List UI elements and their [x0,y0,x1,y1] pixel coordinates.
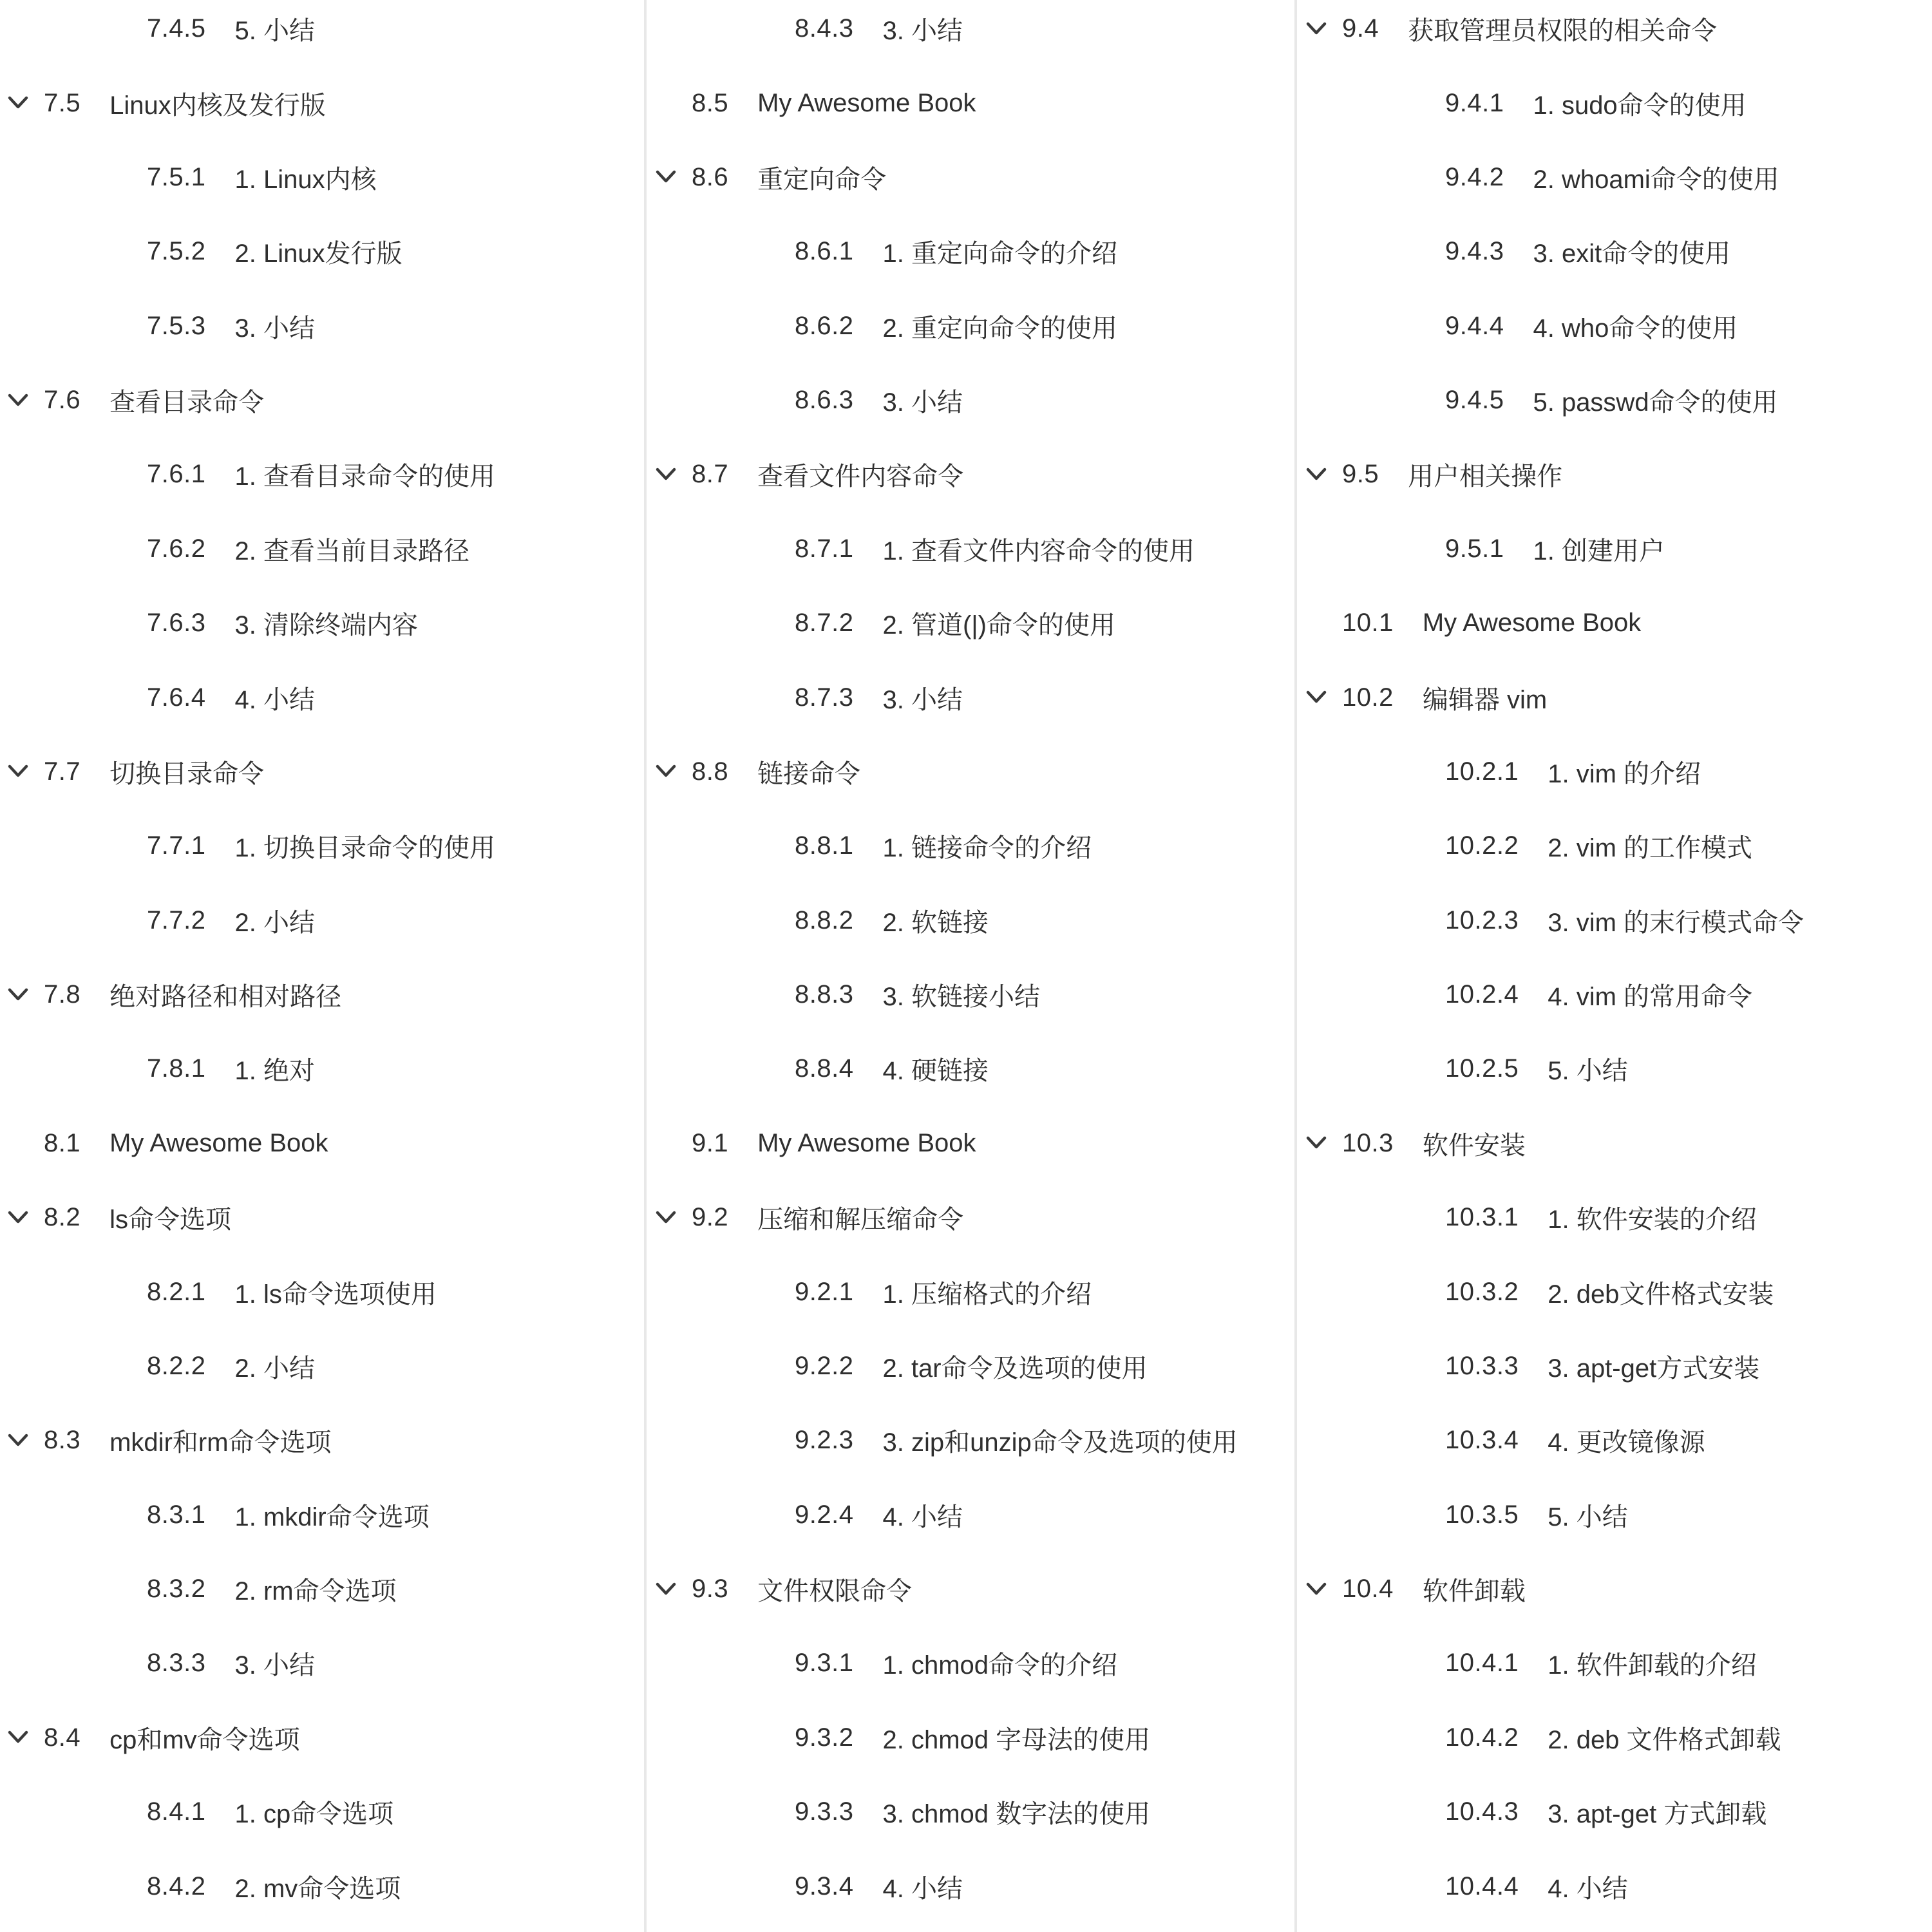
toc-item-number: 10.3.5 [1445,1500,1519,1529]
toc-item[interactable] [1298,735,1932,809]
toc-item[interactable] [0,958,641,1032]
toc-item[interactable] [648,884,1292,958]
toc-item-title: 3. chmod 数字法的使用 [882,1800,1151,1829]
toc-item-title: 2. 重定向命令的使用 [882,314,1117,343]
chevron-down-icon[interactable] [655,763,677,780]
toc-item-number: 8.1 [44,1128,81,1157]
toc-item-number: 7.6.1 [147,460,206,489]
toc-item-title: 重定向命令 [757,165,887,194]
toc-item-number: 8.4.2 [147,1871,206,1900]
toc-item[interactable] [1298,1032,1932,1106]
toc-item[interactable] [648,437,1292,511]
toc-item[interactable] [0,1775,641,1849]
chevron-down-icon[interactable] [655,1581,677,1598]
toc-item[interactable] [0,66,641,140]
toc-item-number: 9.5 [1342,460,1379,489]
toc-item[interactable] [0,1255,641,1329]
toc-item-number: 8.8.4 [795,1054,854,1083]
toc-item-number: 7.5 [44,88,81,117]
toc-item-title: 3. 小结 [882,17,963,46]
toc-item[interactable] [648,809,1292,883]
toc-item[interactable] [1298,586,1932,660]
toc-item[interactable] [1298,363,1932,437]
toc-item-number: 8.8.2 [795,905,854,934]
toc-item-number: 10.4.1 [1445,1649,1519,1678]
toc-item-number: 10.3 [1342,1128,1394,1157]
toc-item[interactable] [1298,140,1932,214]
toc-item[interactable] [1298,1255,1932,1329]
toc-item-title: 1. 查看文件内容命令的使用 [882,536,1195,565]
column-divider [644,0,647,1932]
toc-item-number: 9.3.3 [795,1797,854,1826]
toc-item[interactable] [648,363,1292,437]
toc-item-title: 2. 小结 [234,1354,315,1383]
toc-item-title: 查看文件内容命令 [757,462,964,491]
toc-item[interactable] [648,214,1292,289]
toc-item-number: 10.3.4 [1445,1426,1519,1455]
chevron-down-icon[interactable] [1305,1581,1327,1598]
toc-item[interactable] [1298,1478,1932,1552]
toc-item[interactable] [1298,1552,1932,1626]
toc-item-number: 9.2.4 [795,1500,854,1529]
toc-item[interactable] [0,1849,641,1923]
toc-item-title: 2. 软链接 [882,908,989,937]
toc-item-number: 8.4.1 [147,1797,206,1826]
toc-item[interactable] [648,1552,1292,1626]
toc-item[interactable] [0,1701,641,1775]
toc-item[interactable] [1298,0,1932,66]
toc-item-title: 3. vim 的末行模式命令 [1548,908,1804,937]
toc-item-title: 4. 小结 [1548,1874,1628,1903]
toc-item-title: 1. 软件卸载的介绍 [1548,1651,1757,1680]
toc-item-number: 8.5 [692,88,729,117]
toc-item-number: 8.7.3 [795,683,854,712]
toc-item-title: My Awesome Book [757,88,976,117]
toc-item[interactable] [1298,884,1932,958]
toc-item-title: 获取管理员权限的相关命令 [1408,17,1718,46]
toc-item-title: 1. 创建用户 [1533,536,1665,565]
toc-item[interactable] [0,809,641,883]
toc-item[interactable] [648,660,1292,734]
toc-item-number: 7.6.2 [147,534,206,563]
toc-item[interactable] [0,1403,641,1477]
toc-item[interactable] [648,1403,1292,1477]
chevron-down-icon[interactable] [7,95,29,111]
chevron-down-icon[interactable] [7,763,29,780]
toc-item-title: 4. 小结 [234,685,315,714]
toc-item[interactable] [1298,1701,1932,1775]
toc-item-title: 1. Linux内核 [234,165,377,194]
toc-item[interactable] [648,1255,1292,1329]
toc-item-title: Linux内核及发行版 [109,91,326,120]
toc-item-title: 1. 绝对 [234,1057,315,1086]
toc-item-title: 切换目录命令 [109,759,265,788]
toc-item-title: 4. 小结 [882,1502,963,1531]
toc-item-title: 2. deb文件格式安装 [1548,1280,1774,1309]
toc-item-title: 1. 查看目录命令的使用 [234,462,495,491]
toc-item[interactable] [1298,66,1932,140]
toc-item-number: 8.4.3 [795,14,854,43]
toc-item[interactable] [0,437,641,511]
chevron-down-icon[interactable] [1305,1135,1327,1151]
toc-item[interactable] [0,140,641,214]
toc-item-title: 2. 管道(|)命令的使用 [882,611,1115,640]
toc-item-title: 压缩和解压缩命令 [757,1206,964,1235]
toc-item-number: 10.1 [1342,609,1394,638]
toc-item-number: 7.7.2 [147,905,206,934]
toc-item[interactable] [648,0,1292,66]
toc-item[interactable] [0,1180,641,1255]
toc-item-number: 8.3.2 [147,1575,206,1604]
chevron-down-icon[interactable] [7,1729,29,1746]
toc-item-number: 8.3 [44,1426,81,1455]
toc-item-number: 10.4.4 [1445,1871,1519,1900]
toc-item[interactable] [1298,512,1932,586]
toc-item[interactable] [648,1626,1292,1700]
toc-item[interactable] [1298,1180,1932,1255]
toc-item-title: 软件卸载 [1422,1577,1526,1606]
toc-item-number: 7.5.3 [147,311,206,340]
toc-item-number: 9.4 [1342,14,1379,43]
toc-item[interactable] [1298,660,1932,734]
toc-item-title: 查看目录命令 [109,388,265,417]
toc-item-number: 10.4.2 [1445,1723,1519,1752]
toc-item-title: 链接命令 [757,759,861,788]
toc-item[interactable] [0,1032,641,1106]
toc-column [0,0,641,1932]
toc-item-number: 8.6.3 [795,386,854,415]
toc-item-number: 10.2.5 [1445,1054,1519,1083]
toc-item-number: 8.7.2 [795,609,854,638]
chevron-down-icon[interactable] [655,1209,677,1226]
toc-item-title: 4. 硬链接 [882,1057,989,1086]
toc-item-number: 9.3.4 [795,1871,854,1900]
toc-item[interactable] [0,1626,641,1700]
toc-item-number: 8.7 [692,460,729,489]
toc-item-number: 8.4 [44,1723,81,1752]
chevron-down-icon[interactable] [1305,21,1327,37]
toc-item[interactable] [0,0,641,66]
toc-item-title: ls命令选项 [109,1206,231,1235]
toc-item-title: 2. Linux发行版 [234,240,402,269]
toc-item-title: 2. rm命令选项 [234,1577,397,1606]
toc-item[interactable] [648,958,1292,1032]
toc-item-number: 9.4.1 [1445,88,1504,117]
toc-item-title: 3. exit命令的使用 [1533,240,1731,269]
chevron-down-icon[interactable] [7,987,29,1003]
toc-item-title: 1. 压缩格式的介绍 [882,1280,1092,1309]
toc-item-number: 10.2.3 [1445,905,1519,934]
toc-item-title: 1. 重定向命令的介绍 [882,240,1117,269]
toc-item[interactable] [648,1701,1292,1775]
toc-item-number: 9.5.1 [1445,534,1504,563]
toc-item-title: 4. who命令的使用 [1533,314,1738,343]
toc-item[interactable] [648,1329,1292,1403]
toc-item-title: 5. 小结 [1548,1502,1628,1531]
chevron-down-icon[interactable] [655,169,677,185]
toc-item-number: 10.2.2 [1445,831,1519,860]
toc-item-title: 3. apt-get方式安装 [1548,1354,1760,1383]
toc-item-number: 7.7 [44,757,81,786]
toc-item-title: 3. apt-get 方式卸载 [1548,1800,1767,1829]
toc-item[interactable] [1298,289,1932,363]
toc-item-title: 2. 小结 [234,908,315,937]
toc-item-title: 1. chmod命令的介绍 [882,1651,1117,1680]
toc-item-number: 9.3.1 [795,1649,854,1678]
toc-item-number: 10.3.1 [1445,1203,1519,1232]
toc-item-number: 8.8.1 [795,831,854,860]
toc-item-title: 软件安装 [1422,1131,1526,1160]
toc-item[interactable] [1298,1329,1932,1403]
chevron-down-icon[interactable] [7,392,29,409]
toc-item[interactable] [648,586,1292,660]
toc-item-number: 10.3.3 [1445,1351,1519,1380]
toc-item-title: 1. sudo命令的使用 [1533,91,1747,120]
toc-item-title: 绝对路径和相对路径 [109,983,342,1012]
toc-item-title: 1. 链接命令的介绍 [882,834,1092,863]
toc-item[interactable] [0,586,641,660]
toc-item-number: 9.4.4 [1445,311,1504,340]
toc-item[interactable] [648,1106,1292,1180]
toc-item-title: 用户相关操作 [1408,462,1563,491]
toc-item-number: 7.5.2 [147,237,206,266]
toc-item-title: 5. 小结 [234,17,315,46]
toc-item-number: 10.2 [1342,683,1394,712]
toc-item[interactable] [1298,1106,1932,1180]
chevron-down-icon[interactable] [1305,466,1327,483]
toc-item-number: 9.2.1 [795,1277,854,1306]
toc-item-title: 1. cp命令选项 [234,1800,394,1829]
toc-item-title: 5. passwd命令的使用 [1533,388,1778,417]
toc-item-number: 10.4 [1342,1575,1394,1604]
toc-item-title: mkdir和rm命令选项 [109,1428,332,1457]
toc-item-number: 8.3.3 [147,1649,206,1678]
toc-item-title: 文件权限命令 [757,1577,913,1606]
toc-item-title: 1. 切换目录命令的使用 [234,834,495,863]
toc-item[interactable] [1298,214,1932,289]
toc-item-title: 2. deb 文件格式卸载 [1548,1725,1781,1754]
toc-item-number: 7.6.3 [147,609,206,638]
toc-item-number: 9.4.3 [1445,237,1504,266]
toc-item-number: 7.8 [44,980,81,1009]
toc-item[interactable] [0,289,641,363]
toc-item-number: 7.8.1 [147,1054,206,1083]
toc-item-number: 8.6.2 [795,311,854,340]
toc-item[interactable] [648,1180,1292,1255]
toc-item-title: 3. 小结 [882,685,963,714]
toc-item[interactable] [0,660,641,734]
toc-item-number: 9.3.2 [795,1723,854,1752]
toc-item[interactable] [0,363,641,437]
toc-item[interactable] [1298,1849,1932,1923]
toc-item-number: 8.7.1 [795,534,854,563]
toc-item[interactable] [648,1849,1292,1923]
toc-item[interactable] [0,884,641,958]
toc-item-title: My Awesome Book [109,1128,328,1157]
toc-item-title: cp和mv命令选项 [109,1725,300,1754]
toc-item-title: My Awesome Book [1422,609,1642,638]
toc-item-number: 8.3.1 [147,1500,206,1529]
toc-item-number: 8.2.1 [147,1277,206,1306]
toc-item-number: 7.4.5 [147,14,206,43]
toc-item-title: 2. chmod 字母法的使用 [882,1725,1151,1754]
toc-item-title: 4. vim 的常用命令 [1548,983,1753,1012]
toc-item-title: 3. zip和unzip命令及选项的使用 [882,1428,1238,1457]
toc-item-title: 2. mv命令选项 [234,1874,401,1903]
toc-item-title: 1. vim 的介绍 [1548,759,1701,788]
toc-item-title: 2. tar命令及选项的使用 [882,1354,1148,1383]
toc-item-title: 1. 软件安装的介绍 [1548,1206,1757,1235]
toc-item[interactable] [0,735,641,809]
toc-item-number: 9.2.2 [795,1351,854,1380]
column-divider [1294,0,1297,1932]
toc-item-title: 2. whoami命令的使用 [1533,165,1779,194]
toc-item[interactable] [648,289,1292,363]
toc-item-title: 编辑器 vim [1422,685,1548,714]
toc-item-number: 8.6 [692,162,729,191]
toc-item-number: 9.2.3 [795,1426,854,1455]
toc-column [648,0,1292,1932]
toc-item[interactable] [648,1478,1292,1552]
toc-item[interactable] [1298,1403,1932,1477]
toc-item-number: 10.4.3 [1445,1797,1519,1826]
toc-item[interactable] [1298,437,1932,511]
toc-item-title: 2. 查看当前目录路径 [234,536,469,565]
toc-item-title: 3. 小结 [234,314,315,343]
chevron-down-icon[interactable] [655,466,677,483]
toc-item[interactable] [648,1032,1292,1106]
toc-item[interactable] [0,214,641,289]
toc-item-number: 10.2.1 [1445,757,1519,786]
toc-column [1298,0,1932,1932]
toc-item[interactable] [648,1775,1292,1849]
toc-item[interactable] [0,1552,641,1626]
toc-item-title: 1. ls命令选项使用 [234,1280,437,1309]
toc-item[interactable] [1298,809,1932,883]
chevron-down-icon[interactable] [7,1209,29,1226]
toc-item-title: 3. 清除终端内容 [234,611,418,640]
toc-item-number: 7.5.1 [147,162,206,191]
toc-item[interactable] [648,140,1292,214]
chevron-down-icon[interactable] [7,1432,29,1449]
toc-item[interactable] [648,66,1292,140]
toc-item[interactable] [1298,958,1932,1032]
toc-item-number: 9.4.5 [1445,386,1504,415]
toc-item[interactable] [1298,1626,1932,1700]
toc-item[interactable] [1298,1775,1932,1849]
toc-item[interactable] [648,512,1292,586]
toc-item-number: 8.6.1 [795,237,854,266]
toc-item-title: 5. 小结 [1548,1057,1628,1086]
toc-item-number: 8.2.2 [147,1351,206,1380]
toc-item-title: 2. vim 的工作模式 [1548,834,1753,863]
toc-item-number: 8.8.3 [795,980,854,1009]
toc-item-title: 4. 小结 [882,1874,963,1903]
toc-item-title: 4. 更改镜像源 [1548,1428,1705,1457]
toc-item-number: 8.8 [692,757,729,786]
toc-item[interactable] [0,1106,641,1180]
toc-item[interactable] [0,1478,641,1552]
toc-item-number: 7.6 [44,386,81,415]
toc-item-number: 10.3.2 [1445,1277,1519,1306]
toc-item-number: 9.3 [692,1575,729,1604]
toc-item-title: My Awesome Book [757,1128,976,1157]
toc-item[interactable] [0,512,641,586]
toc-item-number: 8.2 [44,1203,81,1232]
toc-item-title: 3. 小结 [234,1651,315,1680]
toc-item-number: 9.1 [692,1128,729,1157]
toc-item-number: 9.2 [692,1203,729,1232]
toc-item-title: 3. 软链接小结 [882,983,1040,1012]
toc-item-title: 1. mkdir命令选项 [234,1502,430,1531]
toc-item-number: 9.4.2 [1445,162,1504,191]
toc-item-number: 7.7.1 [147,831,206,860]
toc-item-number: 7.6.4 [147,683,206,712]
toc-item-number: 10.2.4 [1445,980,1519,1009]
toc-item[interactable] [648,735,1292,809]
toc-item[interactable] [0,1329,641,1403]
toc-item-title: 3. 小结 [882,388,963,417]
chevron-down-icon[interactable] [1305,689,1327,706]
